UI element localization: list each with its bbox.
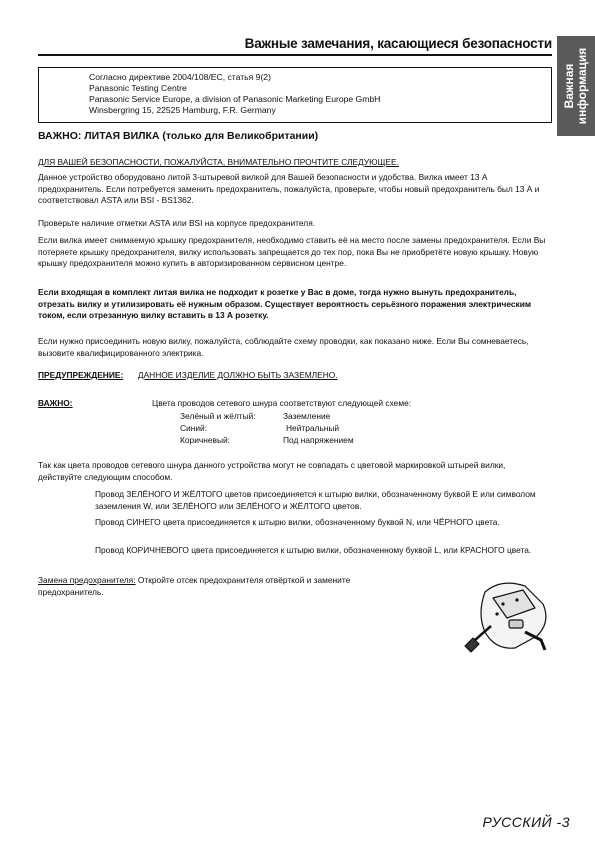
paragraph-moulded-plug-warning: Если входящая в комплект литая вилка не подходит к розетке у Вас в доме, тогда нужно вынуть предохранитель, отрезать вилку и утилизировать её нужным образом. Существует вероятность серьёзного поражения электрическим током, если отрезанную вилку вставить в 13 А розетку. bbox=[38, 287, 532, 320]
wire-meaning: Нейтральный bbox=[286, 423, 340, 433]
warning-line bbox=[38, 370, 548, 382]
side-tab-line-2: информация bbox=[575, 47, 589, 125]
notice-line: Согласно директиве 2004/108/EC, статья 9(2) bbox=[89, 72, 271, 82]
wiring-brown: Провод КОРИЧНЕВОГО цвета присоединяется к штырю вилки, обозначенному буквой L, или КРАСНОГО цвета. bbox=[95, 545, 532, 555]
warning-label: ПРЕДУПРЕЖДЕНИЕ: bbox=[38, 370, 124, 380]
paragraph-fuse-mark: Проверьте наличие отметки ASTA или BSI на корпусе предохранителя. bbox=[38, 218, 316, 228]
wire-meaning: Под напряжением bbox=[283, 435, 354, 445]
directive-notice-box bbox=[38, 67, 552, 123]
section-heading: ВАЖНО: ЛИТАЯ ВИЛКА (только для Великобритании) bbox=[38, 130, 319, 142]
safety-notice: ДЛЯ ВАШЕЙ БЕЗОПАСНОСТИ, ПОЖАЛУЙСТА, ВНИМАТЕЛЬНО ПРОЧТИТЕ СЛЕДУЮЩЕЕ. bbox=[38, 157, 399, 167]
fuse-replacement-text: Откройте отсек предохранителя отвёрткой и замените предохранитель. bbox=[38, 575, 351, 597]
notice-line: Panasonic Testing Centre bbox=[89, 83, 187, 93]
paragraph-new-plug: Если нужно присоединить новую вилку, пожалуйста, соблюдайте схему проводки, как показано ниже. Если Вы сомневаетесь, вызовите квалифицированного электрика. bbox=[38, 336, 529, 358]
warning-text: ДАННОЕ ИЗДЕЛИЕ ДОЛЖНО БЫТЬ ЗАЗЕМЛЕНО. bbox=[137, 370, 338, 380]
notice-line: Winsbergring 15, 22525 Hamburg, F.R. Germany bbox=[89, 105, 276, 115]
side-tab bbox=[557, 36, 595, 136]
page-footer: РУССКИЙ -3 bbox=[482, 814, 570, 830]
fuse-replacement bbox=[38, 575, 408, 598]
wiring-green-yellow: Провод ЗЕЛЁНОГО И ЖЁЛТОГО цветов присоединяется к штырю вилки, обозначенному буквой E или символом заземления W, или ЗЕЛЁНОГО или ЗЕЛЁНОГО и ЖЁЛТОГО цветов. bbox=[95, 489, 536, 511]
wiring-intro: Так как цвета проводов сетевого шнура данного устройства могут не совпадать с цветовой маркировкой штырей вилки, действуйте следующим способом. bbox=[38, 460, 506, 482]
header-divider bbox=[38, 54, 552, 56]
page-title: Важные замечания, касающиеся безопасности bbox=[244, 36, 552, 51]
wire-meaning: Заземление bbox=[283, 411, 331, 421]
wiring-blue: Провод СИНЕГО цвета присоединяется к штырю вилки, обозначенному буквой N, или ЧЁРНОГО цвета. bbox=[95, 517, 500, 527]
fuse-replacement-label: Замена предохранителя: bbox=[38, 575, 136, 585]
important-label: ВАЖНО: bbox=[38, 398, 73, 408]
wire-colour: Коричневый: bbox=[180, 435, 230, 445]
wire-colour-intro: Цвета проводов сетевого шнура соответствуют следующей схеме: bbox=[152, 398, 412, 408]
plug-fuse-illustration bbox=[463, 574, 558, 654]
paragraph-fuse-cover: Если вилка имеет снимаемую крышку предохранителя, необходимо ставить её на место после замены предохранителя. Если Вы потеряете крышку предохранителя, вилку использовать запрещается до тех пор, пока Вы не приобретёте новую крышку. Новую крышку предохранителя можно купить в авторизированном сервисном центре. bbox=[38, 235, 546, 268]
notice-line: Panasonic Service Europe, a division of Panasonic Marketing Europe GmbH bbox=[89, 94, 381, 104]
side-tab-label bbox=[563, 36, 589, 136]
wire-colour: Зелёный и жёлтый: bbox=[180, 411, 256, 421]
wire-colour: Синий: bbox=[180, 423, 208, 433]
paragraph-fuse-info: Данное устройство оборудовано литой 3-штыревой вилкой для Вашей безопасности и удобства. Вилка имеет 13 А предохранитель. Если потребуется заменить предохранитель, пожалуйста, проверьте, чтобы новый предохранитель был 13 А и соответствовал ASTA или BSI - BS1362. bbox=[38, 172, 540, 205]
side-tab-line-1: Важная bbox=[562, 63, 576, 109]
